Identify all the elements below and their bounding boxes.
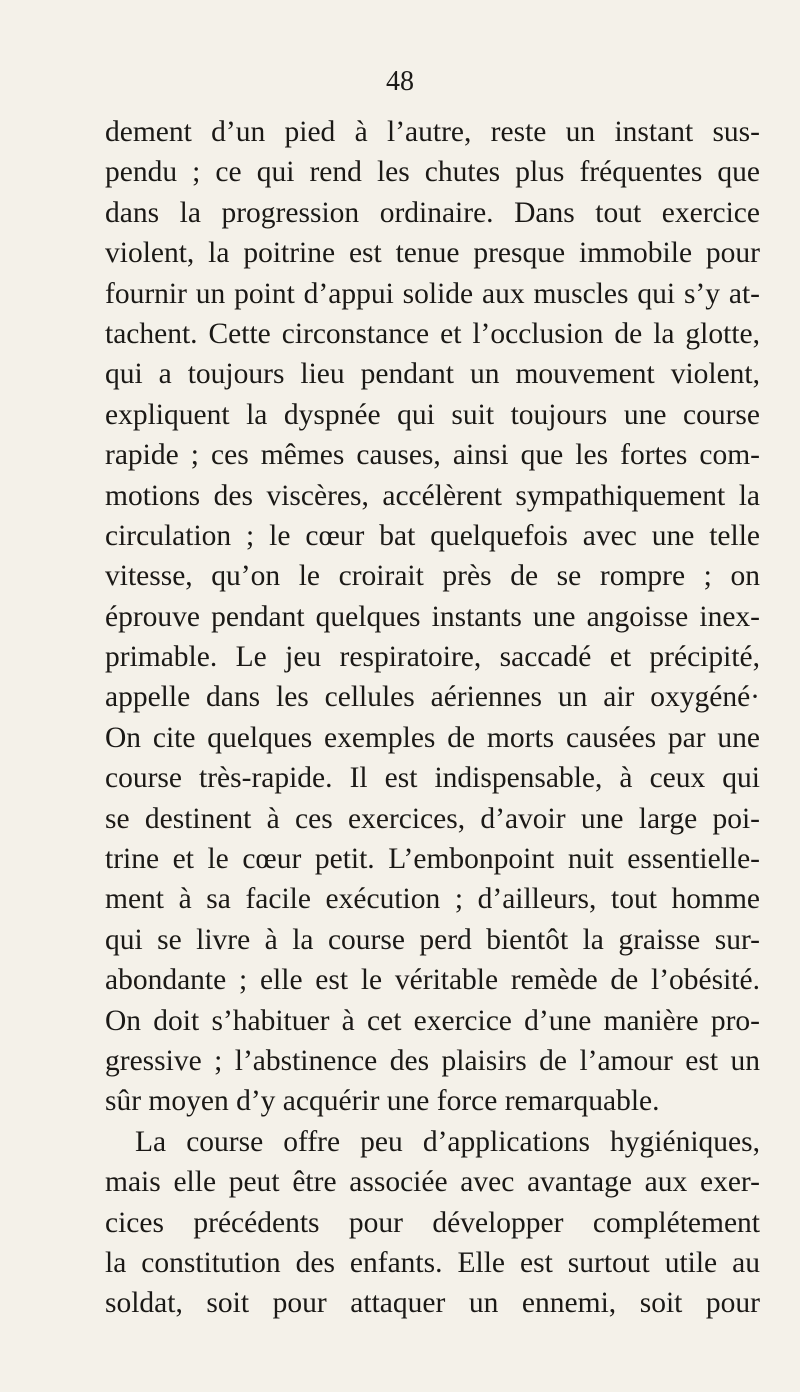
body-text: [105, 112, 760, 1324]
text-line: course très-rapide. Il est indispensable, à ceux qui: [105, 762, 760, 795]
text-line: soldat, soit pour attaquer un ennemi, soit pour: [105, 1287, 760, 1320]
text-line: rapide ; ces mêmes causes, ainsi que les fortes com-: [105, 439, 760, 472]
text-line: gressive ; l’abstinence des plaisirs de l’amour est un: [105, 1044, 760, 1077]
text-line: On doit s’habituer à cet exercice d’une manière pro-: [105, 1004, 760, 1037]
text-line: pendu ; ce qui rend les chutes plus fréquentes que: [105, 156, 760, 189]
text-line: la constitution des enfants. Elle est surtout utile au: [105, 1246, 760, 1279]
text-line: motions des viscères, accélèrent sympathiquement la: [105, 479, 760, 512]
text-line: fournir un point d’appui solide aux muscles qui s’y at-: [105, 277, 760, 310]
text-line: primable. Le jeu respiratoire, saccadé et précipité,: [105, 641, 760, 674]
text-line: trine et le cœur petit. L’embonpoint nuit essentielle-: [105, 843, 760, 876]
text-line: mais elle peut être associée avec avantage aux exer-: [105, 1166, 760, 1199]
text-line: dement d’un pied à l’autre, reste un instant sus-: [105, 116, 760, 148]
text-line: On cite quelques exemples de morts causées par une: [105, 721, 760, 754]
text-line: circulation ; le cœur bat quelquefois avec une telle: [105, 519, 760, 552]
text-line: abondante ; elle est le véritable remède de l’obésité.: [105, 964, 760, 997]
text-line: vitesse, qu’on le croirait près de se rompre ; on: [105, 560, 760, 593]
text-line: tachent. Cette circonstance et l’occlusion de la glotte,: [105, 317, 760, 350]
text-line: violent, la poitrine est tenue presque immobile pour: [105, 237, 760, 270]
text-line: expliquent la dyspnée qui suit toujours une course: [105, 398, 760, 431]
text-line: dans la progression ordinaire. Dans tout exercice: [105, 196, 760, 229]
text-line: La course offre peu d’applications hygiéniques,: [135, 1125, 760, 1158]
text-line: ment à sa facile exécution ; d’ailleurs, tout homme: [105, 883, 760, 916]
text-line: qui a toujours lieu pendant un mouvement violent,: [105, 358, 760, 391]
text-line: se destinent à ces exercices, d’avoir une large poi-: [105, 802, 760, 835]
text-line: cices précédents pour développer complétement: [105, 1206, 760, 1239]
page-number: 48: [386, 66, 414, 97]
text-line: qui se livre à la course perd bientôt la graisse sur-: [105, 923, 760, 956]
text-line: sûr moyen d’y acquérir une force remarquable.: [105, 1085, 660, 1118]
text-line: appelle dans les cellules aériennes un air oxygéné·: [105, 681, 760, 714]
text-line: éprouve pendant quelques instants une angoisse inex-: [105, 600, 760, 633]
